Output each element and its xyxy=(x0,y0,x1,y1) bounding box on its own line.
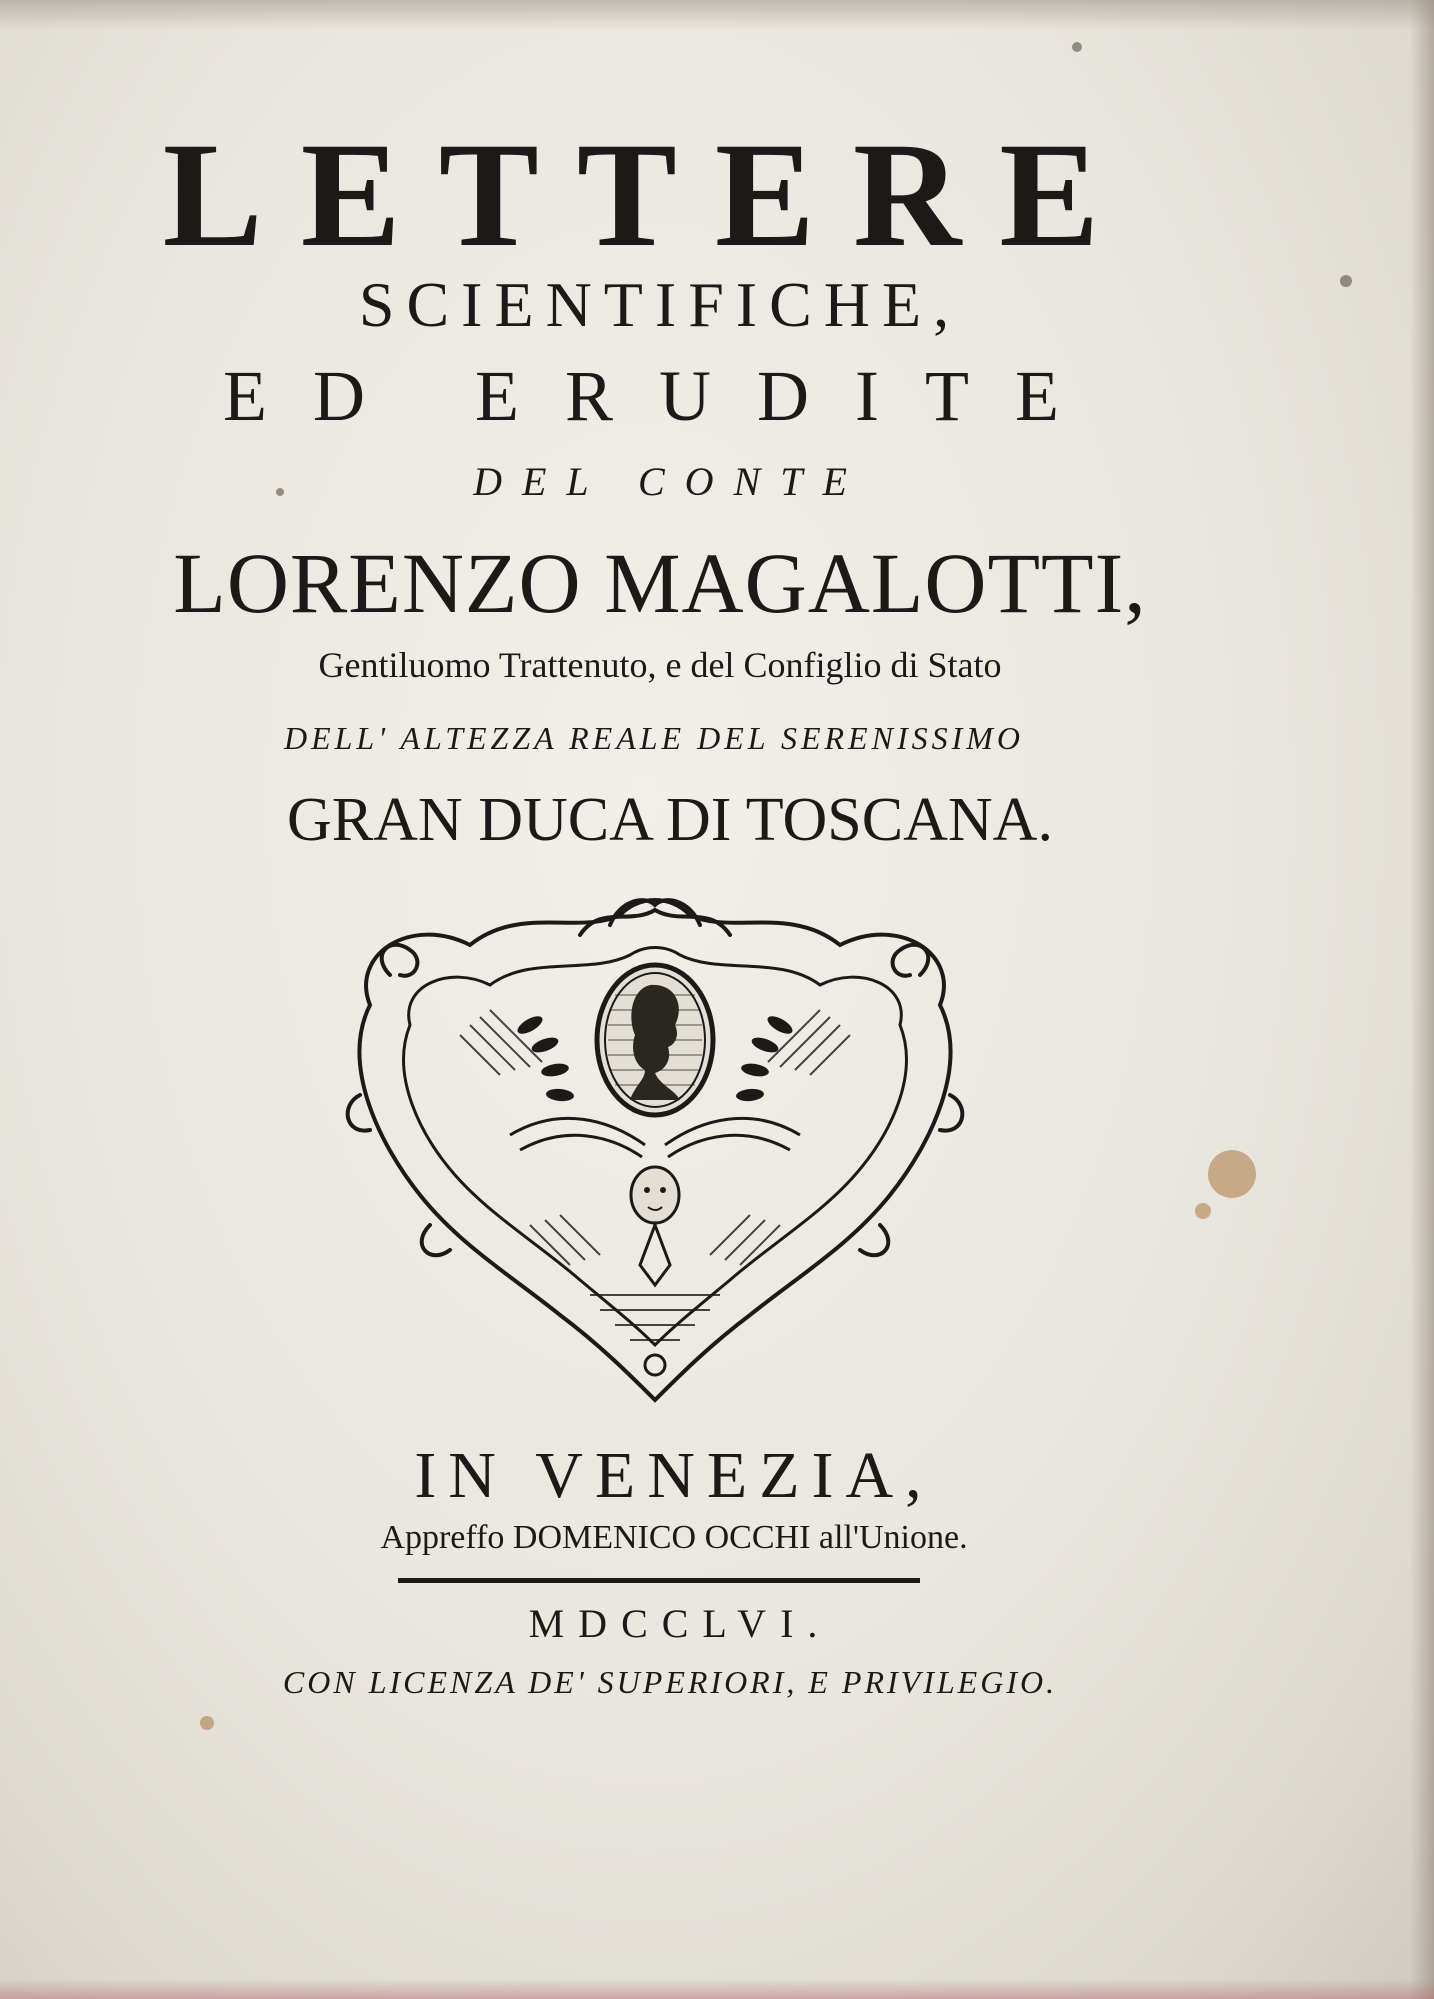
printers-device-ornament-icon xyxy=(330,895,980,1405)
imprint-year: MDCCLVI. xyxy=(528,1601,832,1646)
dedication-line-2: GRAN DUCA DI TOSCANA. xyxy=(287,786,1053,854)
foxing-spot xyxy=(200,1716,214,1730)
author-name: LORENZO MAGALOTTI, xyxy=(173,535,1147,631)
imprint-printer: Appreffo DOMENICO OCCHI all'Unione. xyxy=(380,1519,968,1556)
foxing-spot xyxy=(1072,42,1082,52)
foxing-spot xyxy=(1195,1203,1211,1219)
imprint-license: CON LICENZA DE' SUPERIORI, E PRIVILEGIO. xyxy=(282,1664,1058,1700)
horizontal-rule xyxy=(398,1578,920,1583)
page-edge-shadow-right xyxy=(1410,0,1434,1999)
book-title: LETTERE xyxy=(162,112,1138,278)
author-role: Gentiluomo Trattenuto, e del Configlio di Stato xyxy=(318,645,1002,685)
page-edge-bottom xyxy=(0,1979,1434,1999)
imprint-place: IN VENEZIA, xyxy=(414,1439,934,1512)
book-subtitle-line-2: ED ERUDITE xyxy=(223,356,1105,436)
page-edge-shadow-top xyxy=(0,0,1434,30)
book-subtitle-line-1: SCIENTIFICHE, xyxy=(358,269,962,340)
foxing-spot xyxy=(1208,1150,1256,1198)
author-prefix: DEL CONTE xyxy=(473,459,867,504)
dedication-line-1: DELL' ALTEZZA REALE DEL SERENISSIMO xyxy=(283,720,1025,756)
foxing-spot xyxy=(1340,275,1352,287)
